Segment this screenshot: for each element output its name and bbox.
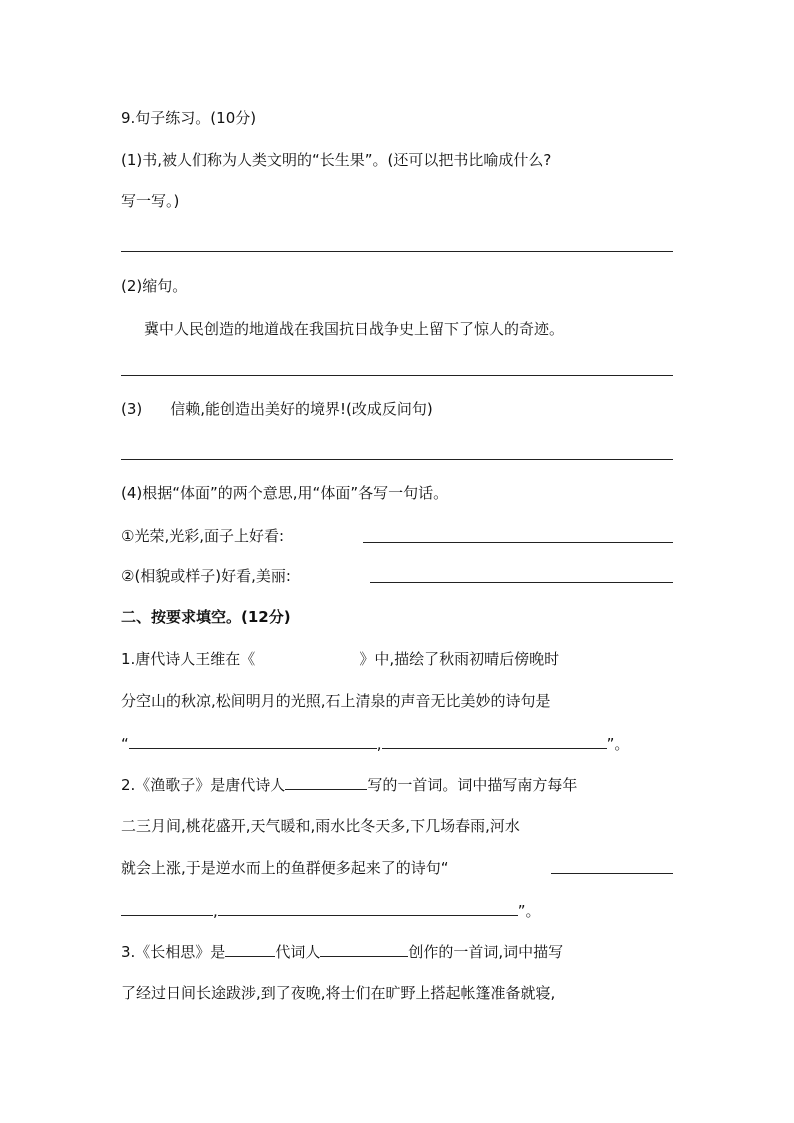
- verse-blank-5[interactable]: [218, 899, 518, 916]
- fill-q1-text-b: 》中,描绘了秋雨初晴后傍晚时: [359, 650, 560, 668]
- fill-question-2-line4: [121, 899, 681, 922]
- question-9-part2-label: (2)缩句。: [121, 277, 188, 295]
- comma: ,: [376, 735, 382, 753]
- fill-q3-text-c: 创作的一首词,词中描写: [408, 943, 564, 961]
- question-9-part4-option2: [121, 565, 681, 587]
- answer-line-part2[interactable]: [121, 375, 673, 376]
- question-9-part4-option1: [121, 525, 681, 547]
- fill-question-1-line3: [121, 732, 681, 755]
- question-9-part1-line2: 写一写。): [121, 192, 180, 210]
- part3-blank[interactable]: [142, 398, 170, 414]
- section-2-title: 二、按要求填空。(12分): [121, 608, 291, 626]
- option2-text: ②(相貌或样子)好看,美丽:: [121, 567, 291, 585]
- comma: ,: [213, 902, 218, 920]
- verse-blank-2[interactable]: [382, 732, 607, 749]
- fill-question-3-line2: 了经过日间长途跋涉,到了夜晚,将士们在旷野上搭起帐篷准备就寝,: [121, 984, 556, 1002]
- poet-name-blank[interactable]: [285, 773, 367, 790]
- question-9-part4: (4)根据“体面”的两个意思,用“体面”各写一句话。: [121, 484, 449, 502]
- part3-number: (3): [121, 400, 143, 418]
- fill-question-1-line2: 分空山的秋凉,松间明月的光照,石上清泉的声音无比美妙的诗句是: [121, 692, 551, 710]
- fill-q2-text-a: 2.《渔歌子》是唐代诗人: [121, 776, 286, 794]
- fill-question-2-line1: [121, 773, 681, 796]
- verse-blank-3[interactable]: [551, 873, 673, 874]
- poet-blank[interactable]: [320, 940, 408, 957]
- open-quote: “: [121, 735, 129, 753]
- answer-line-part3[interactable]: [121, 459, 673, 460]
- dynasty-blank[interactable]: [225, 940, 275, 957]
- question-9-part1-line1: (1)书,被人们称为人类文明的“长生果”。(还可以把书比喻成什么?: [121, 151, 552, 169]
- close-quote: ”。: [517, 902, 541, 920]
- fill-question-1-line1: [121, 648, 681, 670]
- question-9-part2-sentence: 冀中人民创造的地道战在我国抗日战争史上留下了惊人的奇迹。: [144, 320, 565, 338]
- answer-line-part1[interactable]: [121, 251, 673, 252]
- option2-answer-line[interactable]: [370, 582, 673, 583]
- option1-text: ①光荣,光彩,面子上好看:: [121, 527, 285, 545]
- fill-q2-text-c: 就会上涨,于是逆水而上的鱼群便多起来了的诗句“: [121, 859, 449, 877]
- fill-question-2-line3: [121, 857, 681, 879]
- part3-text: 信赖,能创造出美好的境界!(改成反问句): [170, 400, 433, 418]
- fill-q1-text-a: 1.唐代诗人王维在《: [121, 650, 256, 668]
- fill-question-2-line2: 二三月间,桃花盛开,天气暖和,雨水比冬天多,下几场春雨,河水: [121, 817, 520, 835]
- verse-blank-4[interactable]: [121, 899, 213, 916]
- poem-title-blank[interactable]: [255, 648, 359, 664]
- fill-q3-text-b: 代词人: [275, 943, 321, 961]
- verse-blank-1[interactable]: [129, 732, 377, 749]
- option1-answer-line[interactable]: [363, 542, 673, 543]
- fill-question-3-line1: [121, 940, 681, 963]
- close-quote: ”。: [606, 735, 630, 753]
- fill-q3-text-a: 3.《长相思》是: [121, 943, 226, 961]
- question-9-title: 9.句子练习。(10分): [121, 109, 257, 127]
- fill-q2-text-b: 写的一首词。词中描写南方每年: [367, 776, 578, 794]
- question-9-part3: [121, 398, 681, 420]
